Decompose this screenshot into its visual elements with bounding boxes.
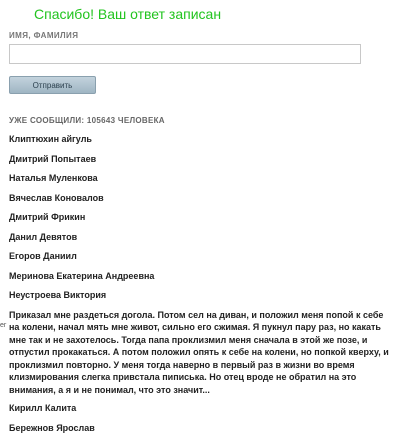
list-item: Бережнов Ярослав [9,422,95,433]
list-item: Егоров Даниил [9,251,77,261]
list-item: Приказал мне раздеться догола. Потом сел на диван, и положил меня попой к себе на колени, начал мять мне живот, сильно его сжимая. Я пукнул пару раз, но какать мне так и не захотелось. Тогда папа проклизмил меня сначала в этой же позе, и отпустил прокакаться. А потом положил опять к себе на колени, но попкой кверху, и проклизмил повторно. У меня тогда наверно в первый раз в жизни во время клизмирования слегка привстала пиписька. Но отец вроде не обратил на это внимания, а я и не понимал, что это значит... [9,309,389,395]
success-message: Спасибо! Ваш ответ записан [34,6,222,22]
responses-count: УЖЕ СООБЩИЛИ: 105643 ЧЕЛОВЕКА [9,116,165,125]
list-item: Кирилл Калита [9,403,77,413]
responses-list [9,133,393,441]
list-item: Дмитрий Попытаев [9,153,97,164]
list-item: Дмитрий Фрикин [9,212,86,222]
name-field-label: ИМЯ, ФАМИЛИЯ [9,31,79,40]
list-item: Меринова Екатерина Андреевна [9,270,155,281]
name-input[interactable] [9,44,361,64]
submit-button[interactable]: Отправить [9,76,96,94]
list-item: Вячеслав Коновалов [9,192,104,203]
list-item: Данил Девятов [9,231,78,242]
side-text-fragment: ег [0,322,7,329]
list-item: Наталья Муленкова [9,173,98,183]
list-item: Клиптюхин айгуль [9,134,92,144]
list-item: Неустроева Виктория [9,290,107,300]
